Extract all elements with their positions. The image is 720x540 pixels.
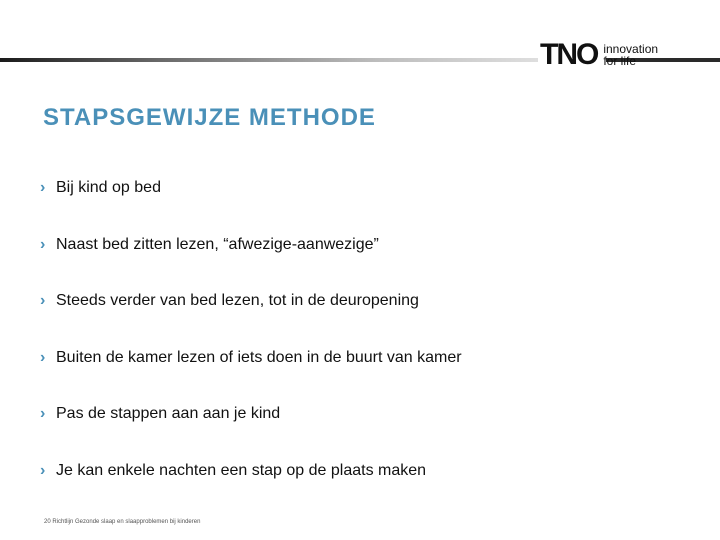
bullet-text: Buiten de kamer lezen of iets doen in de buurt van kamer	[56, 349, 462, 366]
chevron-right-icon: ›	[40, 236, 46, 253]
bullet-text: Steeds verder van bed lezen, tot in de deuropening	[56, 292, 419, 309]
bullet-text: Pas de stappen aan aan je kind	[56, 405, 281, 422]
bullet-item	[40, 233, 379, 257]
chevron-right-icon: ›	[40, 292, 46, 309]
bullet-item	[40, 289, 419, 313]
bullet-item	[40, 176, 161, 200]
logo-tagline-line2: for life	[603, 54, 637, 68]
header-divider-left	[0, 58, 538, 62]
bullet-text: Naast bed zitten lezen, “afwezige-aanwezige”	[56, 236, 379, 253]
bullet-text: Je kan enkele nachten een stap op de plaats maken	[56, 462, 427, 479]
tno-logo	[540, 40, 658, 70]
chevron-right-icon: ›	[40, 349, 46, 366]
bullet-text: Bij kind op bed	[56, 179, 161, 196]
chevron-right-icon: ›	[40, 405, 46, 422]
logo-mark: TNO	[540, 38, 598, 71]
chevron-right-icon: ›	[40, 179, 46, 196]
logo-tagline-line1: innovation	[603, 42, 659, 56]
bullet-item	[40, 459, 426, 483]
logo-tagline	[603, 43, 658, 67]
slide-title: STAPSGEWIJZE METHODE	[43, 104, 376, 131]
slide-footer: 20 Richtlijn Gezonde slaap en slaapproblemen bij kinderen	[44, 519, 201, 525]
bullet-item	[40, 346, 462, 370]
bullet-item	[40, 402, 280, 426]
chevron-right-icon: ›	[40, 462, 46, 479]
